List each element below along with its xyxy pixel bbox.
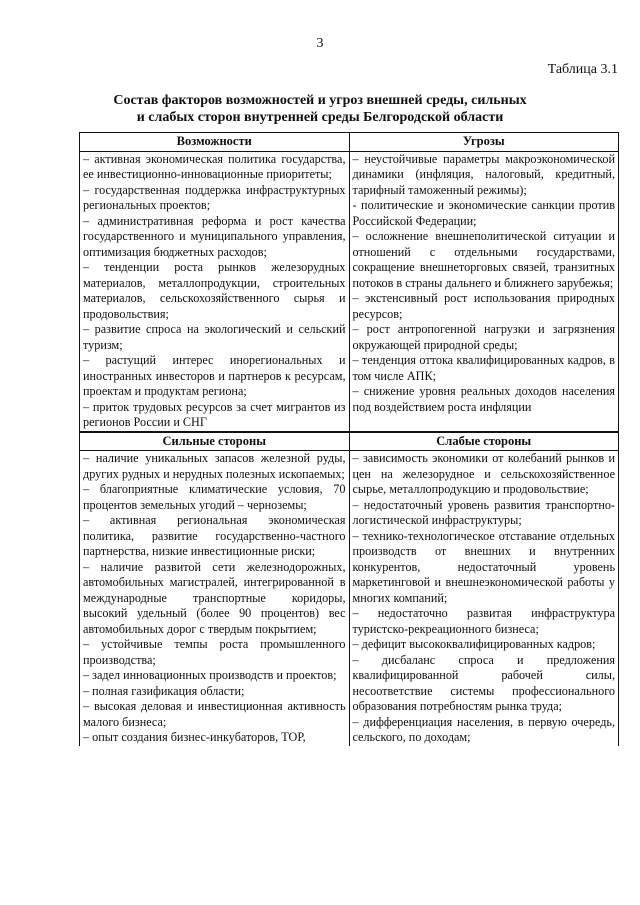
list-item: – устойчивые темпы роста промышленного производства; [83, 637, 346, 667]
list-item: – недостаточный уровень развития транспортно-логистической инфраструктуры; [352, 497, 615, 527]
strengths-header: Сильные стороны [80, 432, 350, 451]
list-item: – растущий интерес инорегиональных и иностранных инвесторов и партнеров к ресурсам, проектам и продуктам региона; [83, 353, 346, 398]
list-item: – дефицит высококвалифицированных кадров; [352, 637, 596, 651]
list-item: – зависимость экономики от колебаний рынков и цен на железорудное и сельскохозяйственное сырье, металлопродукцию и продовольствие; [352, 451, 615, 496]
list-item: – наличие уникальных запасов железной руды, других рудных и нерудных полезных ископаемых; [83, 451, 346, 481]
list-item: – наличие развитой сети железнодорожных, автомобильных магистралей, интегрированной в международные транспортные коридоры, высокий удельный (более 90 процентов) вес автомобильных дорог с твердым покрытием; [83, 559, 346, 636]
threats-cell [349, 151, 619, 432]
list-item: – административная реформа и рост качества государственного и муниципального управления, оптимизация бюджетных расходов; [83, 213, 346, 259]
list-item: – экстенсивный рост использования природных ресурсов; [352, 291, 615, 321]
list-item: – опыт создания бизнес-инкубаторов, ТОР, [83, 730, 306, 744]
swot-table [79, 132, 619, 746]
list-item: – государственная поддержка инфраструктурных региональных проектов; [83, 182, 346, 212]
internal-factors-row [80, 451, 619, 746]
page-number: 3 [316, 36, 324, 51]
list-item: – технико-технологическое отставание отдельных производств от внешних и внутренних конкурентов, недостаточный уровень маркетинговой и внешнеэкономической работы у многих компаний; [352, 528, 615, 605]
list-item: – задел инновационных производств и проектов; [83, 668, 337, 682]
table-label: Таблица 3.1 [547, 62, 618, 77]
list-item: – активная региональная экономическая политика, развитие государственно-частного партнерства, низкие инвестиционные риски; [83, 513, 346, 558]
header-row-external [80, 133, 619, 152]
list-item: - политические и экономические санкции против Российской Федерации; [352, 198, 615, 228]
list-item: – активная экономическая политика государства, ее инвестиционно-инновационные приоритеты; [83, 151, 346, 181]
list-item: – рост антропогенной нагрузки и загрязнения окружающей природной среды; [352, 322, 615, 352]
list-item: – неустойчивые параметры макроэкономической динамики (инфляция, налоговый, кредитный, тарифный таможенный режимы); [352, 151, 615, 197]
list-item: – тенденция оттока квалифицированных кадров, в том числе АПК; [352, 353, 615, 383]
list-item: – полная газификация области; [83, 683, 245, 698]
table-title-line-2: и слабых сторон внутренней среды Белгородской области [136, 110, 504, 125]
weaknesses-header: Слабые стороны [349, 432, 619, 451]
list-item: – снижение уровня реальных доходов населения под воздействием роста инфляции [352, 384, 615, 414]
list-item: – осложнение внешнеполитической ситуации и отношений с отдельными государствами, сокращение внешнеторговых связей, транзитных потоков в страны дальнего и ближнего зарубежья; [352, 229, 615, 290]
weaknesses-cell [349, 451, 619, 746]
list-item: – развитие спроса на экологический и сельский туризм; [83, 322, 346, 352]
list-item: – благоприятные климатические условия, 70 процентов земельных угодий – черноземы; [83, 482, 346, 512]
list-item: – высокая деловая и инвестиционная активность малого бизнеса; [83, 699, 346, 729]
list-item: – недостаточно развитая инфраструктура туристско-рекреационного бизнеса; [352, 606, 615, 636]
list-item: – дисбаланс спроса и предложения квалифицированной рабочей силы, несоответствие системы профессионального образования потребностям рынка труда; [352, 652, 615, 713]
table-title-line-1: Состав факторов возможностей и угроз внешней среды, сильных [113, 93, 527, 108]
strengths-cell [80, 451, 350, 746]
list-item: – дифференциация населения, в первую очередь, сельского, по доходам; [352, 714, 615, 744]
header-row-internal [80, 432, 619, 451]
external-factors-row [80, 151, 619, 432]
list-item: – приток трудовых ресурсов за счет мигрантов из регионов России и СНГ [83, 399, 346, 429]
table-title [60, 92, 580, 126]
list-item: – тенденции роста рынков железорудных материалов, металлопродукции, строительных материалов, сельскохозяйственного сырья и продовольствия; [83, 260, 346, 321]
threats-header: Угрозы [349, 133, 619, 152]
opportunities-header: Возможности [80, 133, 350, 152]
opportunities-cell [80, 151, 350, 432]
